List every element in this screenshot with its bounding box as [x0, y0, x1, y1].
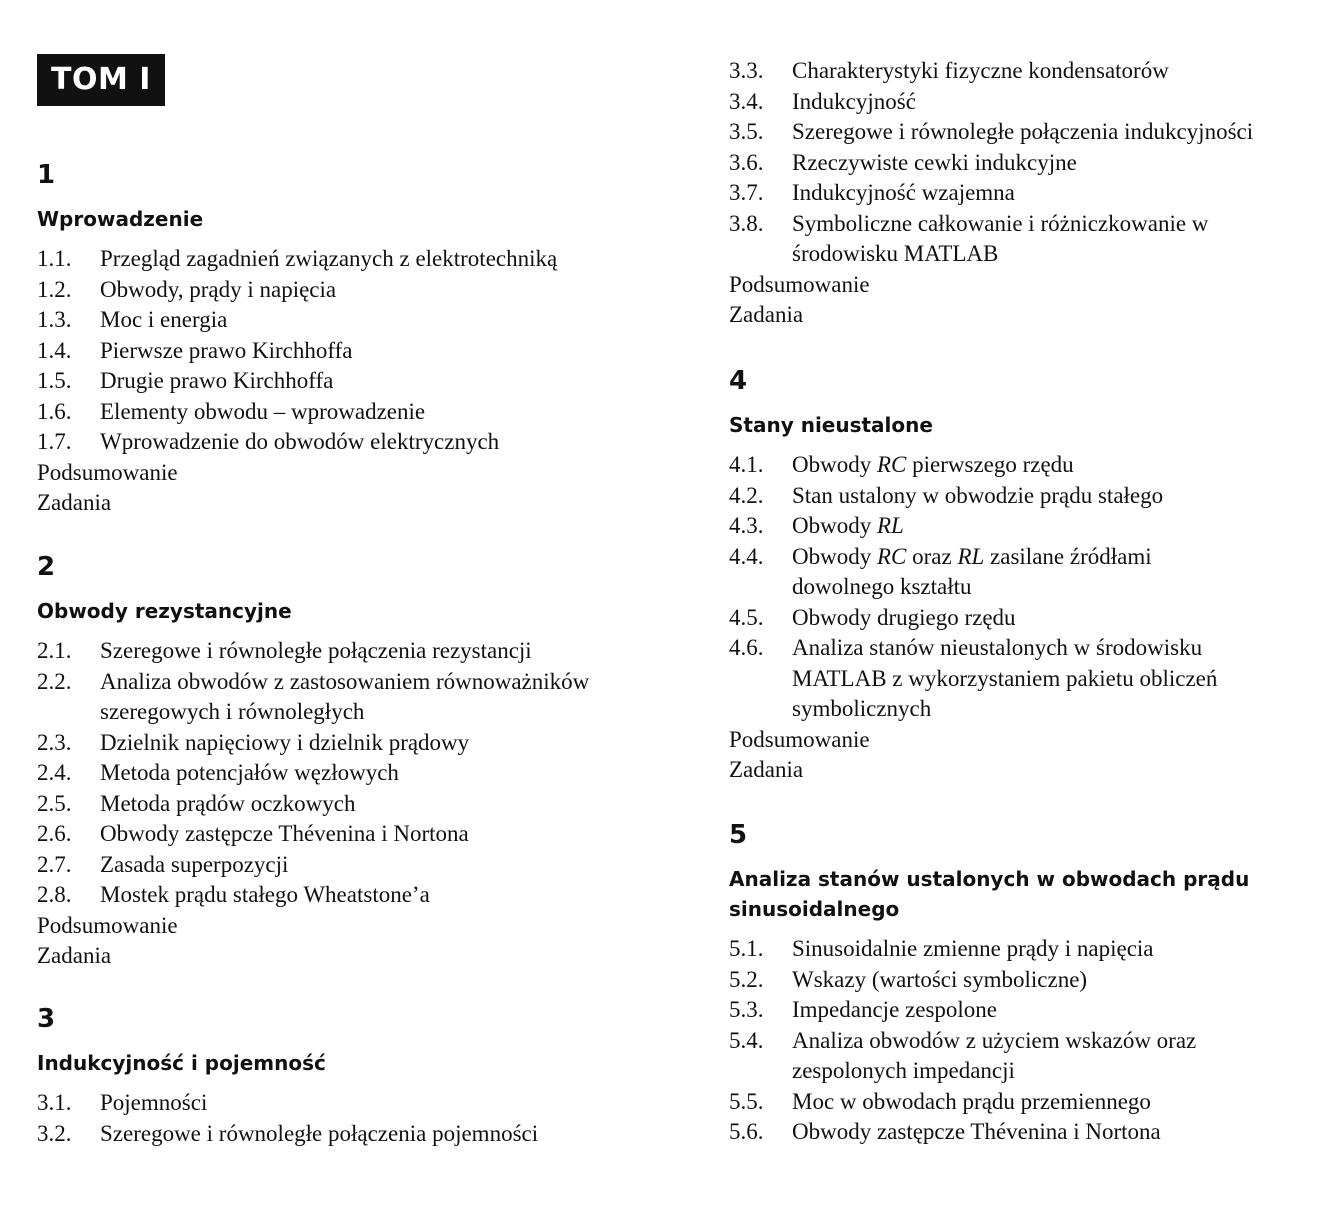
item-number: 4.4.	[729, 543, 764, 569]
item-text: Dzielnik napięciowy i dzielnik prądowy	[100, 729, 470, 755]
chapter-items	[37, 636, 670, 972]
item-text: Obwody zastępcze Thévenina i Nortona	[792, 1119, 1161, 1144]
toc-item	[729, 117, 1339, 148]
toc-item	[729, 934, 1339, 965]
toc-item	[37, 397, 557, 428]
item-number: 2.1.	[37, 638, 72, 663]
item-text: Rzeczywiste cewki indukcyjne	[792, 149, 1077, 175]
toc-item	[37, 275, 557, 306]
item-number: 2.7.	[37, 851, 72, 877]
item-text: Obwody RL	[792, 513, 904, 538]
item-text: Wprowadzenie do obwodów elektrycznych	[100, 429, 500, 454]
item-number: 1.1.	[37, 246, 72, 271]
item-number: 5.3.	[729, 997, 764, 1022]
item-number: 3.6.	[729, 149, 764, 175]
tasks-entry: Zadania	[37, 943, 112, 968]
chapter-title: Indukcyjność i pojemność	[37, 1051, 326, 1075]
toc-item	[729, 633, 1339, 725]
tasks-entry: Zadania	[729, 757, 804, 782]
toc-item	[729, 56, 1339, 87]
item-text: Szeregowe i równoległe połączenia rezystancji	[100, 638, 532, 663]
toc-item	[37, 305, 557, 336]
item-number: 3.2.	[37, 1120, 72, 1146]
item-text: Szeregowe i równoległe połączenia indukcyjności	[792, 119, 1254, 144]
toc-item	[729, 511, 1339, 542]
toc-item	[37, 636, 670, 667]
item-number: 3.8.	[729, 210, 764, 236]
item-text: Analiza obwodów z użyciem wskazów oraz zespolonych impedancji	[792, 1027, 1197, 1083]
item-number: 1.3.	[37, 307, 72, 332]
volume-label: TOM I	[37, 54, 165, 106]
toc-item	[37, 427, 557, 458]
item-text: Indukcyjność wzajemna	[792, 180, 1015, 205]
chapter-number: 3	[37, 1004, 56, 1034]
toc-item	[37, 667, 670, 728]
chapter-number: 4	[729, 366, 748, 396]
chapter-number: 1	[37, 160, 56, 190]
item-number: 4.1.	[729, 452, 764, 477]
chapter-1	[37, 160, 557, 519]
toc-item	[37, 1088, 538, 1119]
item-text: Pojemności	[100, 1090, 208, 1115]
item-text: Pierwsze prawo Kirchhoffa	[100, 337, 353, 363]
toc-item	[729, 148, 1339, 179]
item-text: Charakterystyki fizyczne kondensatorów	[792, 58, 1169, 83]
toc-item	[37, 789, 670, 820]
item-text: Symboliczne całkowanie i różniczkowanie w środowisku MATLAB	[792, 210, 1209, 266]
item-text: Stan ustalony w obwodzie prądu stałego	[792, 482, 1164, 508]
item-number: 2.2.	[37, 668, 72, 694]
chapter-4	[729, 366, 1339, 786]
toc-item	[729, 995, 1339, 1026]
toc-item	[37, 880, 670, 911]
item-number: 2.8.	[37, 882, 72, 907]
chapter-3-continued	[729, 56, 1339, 331]
item-number: 2.4.	[37, 760, 72, 785]
item-text: Indukcyjność	[792, 88, 916, 114]
tasks-entry: Zadania	[37, 490, 112, 515]
chapter-number: 5	[729, 820, 748, 850]
toc-item	[729, 481, 1339, 512]
item-text: Obwody drugiego rzędu	[792, 604, 1016, 630]
chapter-2	[37, 552, 670, 972]
item-number: 5.2.	[729, 966, 764, 992]
item-text: Analiza stanów nieustalonych w środowisku MATLAB z wykorzystaniem pakietu obliczeń symbolicznych	[792, 635, 1218, 721]
item-text: Elementy obwodu – wprowadzenie	[100, 398, 426, 424]
toc-item	[37, 850, 670, 881]
item-number: 1.7.	[37, 429, 72, 454]
item-number: 1.5.	[37, 368, 72, 393]
item-text: Obwody, prądy i napięcia	[100, 276, 337, 302]
item-text: Szeregowe i równoległe połączenia pojemności	[100, 1120, 539, 1146]
item-number: 5.1.	[729, 936, 764, 961]
item-text: Obwody RC oraz RL zasilane źródłami dowolnego kształtu	[792, 543, 1152, 599]
chapter-items	[729, 934, 1339, 1148]
item-number: 1.2.	[37, 276, 72, 302]
summary-entry: Podsumowanie	[729, 271, 870, 297]
item-number: 4.5.	[729, 604, 764, 630]
toc-item	[37, 244, 557, 275]
item-text: Impedancje zespolone	[792, 997, 997, 1022]
item-text: Wskazy (wartości symboliczne)	[792, 966, 1088, 992]
toc-item	[37, 366, 557, 397]
chapter-title: Wprowadzenie	[37, 207, 204, 231]
item-text: Moc i energia	[100, 307, 228, 332]
toc-item	[729, 87, 1339, 118]
item-text: Analiza obwodów z zastosowaniem równoważników szeregowych i równoległych	[100, 668, 590, 724]
summary-entry: Podsumowanie	[37, 912, 178, 938]
chapter-3	[37, 1004, 538, 1149]
chapter-number: 2	[37, 552, 56, 582]
toc-item	[729, 1026, 1339, 1087]
item-number: 2.5.	[37, 790, 72, 816]
toc-item	[37, 1119, 538, 1150]
toc-item	[729, 1087, 1339, 1118]
toc-item	[37, 758, 670, 789]
item-text: Metoda potencjałów węzłowych	[100, 760, 399, 785]
summary-entry: Podsumowanie	[37, 459, 178, 485]
toc-item	[729, 965, 1339, 996]
toc-item	[729, 542, 1339, 603]
item-text: Drugie prawo Kirchhoffa	[100, 368, 334, 393]
item-number: 3.1.	[37, 1090, 72, 1115]
chapter-items	[729, 450, 1339, 786]
item-number: 3.3.	[729, 58, 764, 83]
item-number: 4.6.	[729, 635, 764, 660]
summary-entry: Podsumowanie	[729, 726, 870, 752]
item-number: 2.6.	[37, 821, 72, 846]
toc-item	[729, 603, 1339, 634]
item-text: Przegląd zagadnień związanych z elektrotechniką	[100, 246, 558, 271]
item-number: 2.3.	[37, 729, 72, 755]
toc-item	[729, 178, 1339, 209]
item-number: 3.5.	[729, 119, 764, 144]
item-text: Mostek prądu stałego Wheatstone’a	[100, 882, 430, 907]
chapter-title: Obwody rezystancyjne	[37, 599, 292, 623]
item-text: Obwody zastępcze Thévenina i Nortona	[100, 821, 469, 846]
item-number: 1.6.	[37, 398, 72, 424]
toc-item	[37, 819, 670, 850]
chapter-items	[37, 244, 557, 519]
item-number: 3.7.	[729, 180, 764, 205]
chapter-items	[37, 1088, 538, 1149]
item-number: 1.4.	[37, 337, 72, 363]
toc-item	[37, 728, 670, 759]
item-text: Moc w obwodach prądu przemiennego	[792, 1088, 1151, 1114]
toc-item	[729, 209, 1339, 270]
toc-item	[37, 336, 557, 367]
item-number: 4.2.	[729, 482, 764, 508]
chapter-title: Analiza stanów ustalonych w obwodach prądu sinusoidalnego	[729, 867, 1250, 921]
item-text: Metoda prądów oczkowych	[100, 790, 356, 816]
toc-item	[729, 1117, 1339, 1148]
item-number: 3.4.	[729, 88, 764, 114]
item-text: Sinusoidalnie zmienne prądy i napięcia	[792, 936, 1154, 961]
chapter-5	[729, 820, 1339, 1148]
chapter-title: Stany nieustalone	[729, 413, 933, 437]
toc-item	[729, 450, 1339, 481]
item-text: Obwody RC pierwszego rzędu	[792, 452, 1074, 477]
item-number: 5.5.	[729, 1088, 764, 1114]
item-number: 4.3.	[729, 513, 764, 538]
item-number: 5.6.	[729, 1119, 764, 1144]
item-number: 5.4.	[729, 1027, 764, 1053]
tasks-entry: Zadania	[729, 302, 804, 327]
item-text: Zasada superpozycji	[100, 851, 289, 877]
